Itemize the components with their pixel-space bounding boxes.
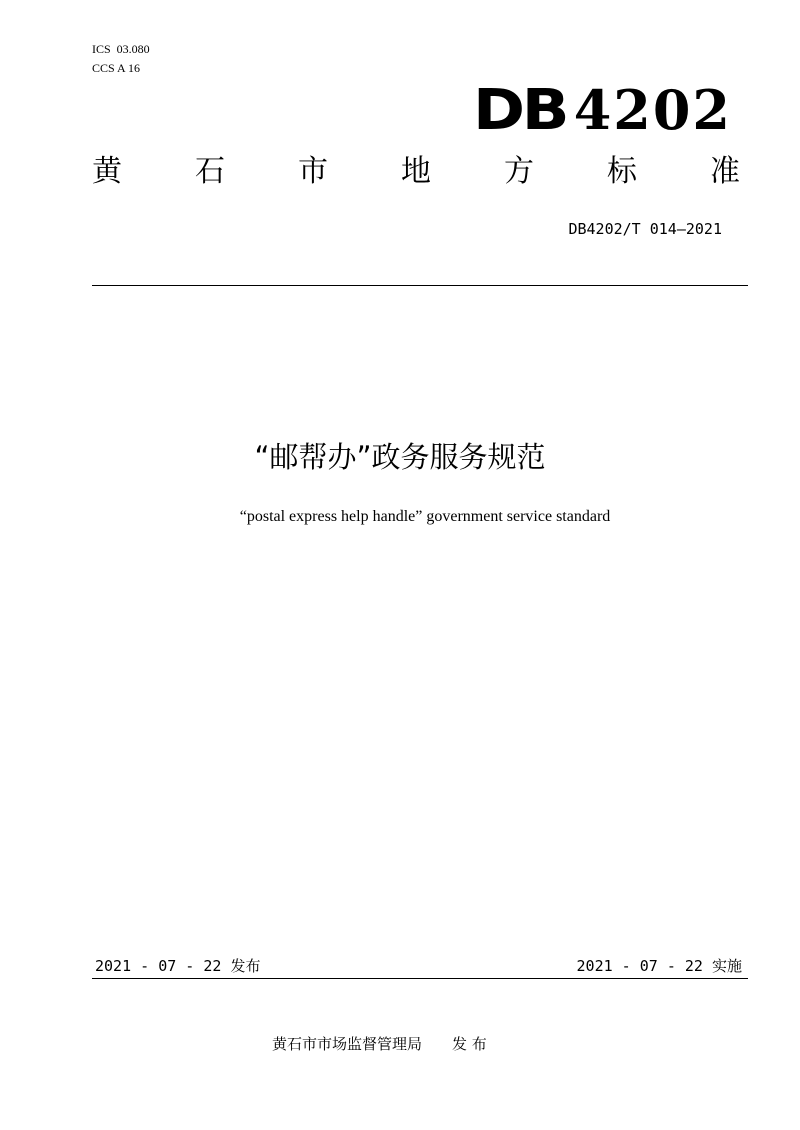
document-title: “邮帮办”政务服务规范 <box>254 440 546 474</box>
classification-codes <box>92 40 150 78</box>
issue-label: 发 布 <box>452 1035 487 1053</box>
implement-date: 2021 - 07 - 22 实施 <box>576 957 742 975</box>
db-logo-letters: DB <box>472 78 566 143</box>
release-date: 2021 - 07 - 22 发布 <box>95 957 261 975</box>
ccs-code: CCS A 16 <box>92 61 141 75</box>
ics-code: ICS 03.080 <box>92 42 150 56</box>
db-logo <box>472 78 732 143</box>
standard-type-char: 地 <box>401 154 431 189</box>
top-divider <box>92 285 748 286</box>
issuer-name: 黄石市市场监督管理局 <box>272 1035 423 1053</box>
db-logo-number: 4202 <box>573 78 732 142</box>
standard-type-char: 石 <box>195 154 225 189</box>
standard-type-char: 市 <box>298 154 328 189</box>
publisher-line <box>272 1033 487 1055</box>
standard-code: DB4202/T 014—2021 <box>568 220 722 238</box>
standard-type-char: 方 <box>504 154 534 189</box>
standard-type-title <box>92 152 740 192</box>
standard-type-char: 准 <box>710 154 740 189</box>
standard-type-char: 黄 <box>92 154 122 189</box>
document-subtitle: “postal express help handle” government service standard <box>239 508 611 525</box>
bottom-divider <box>92 978 748 979</box>
standard-type-char: 标 <box>607 154 637 189</box>
